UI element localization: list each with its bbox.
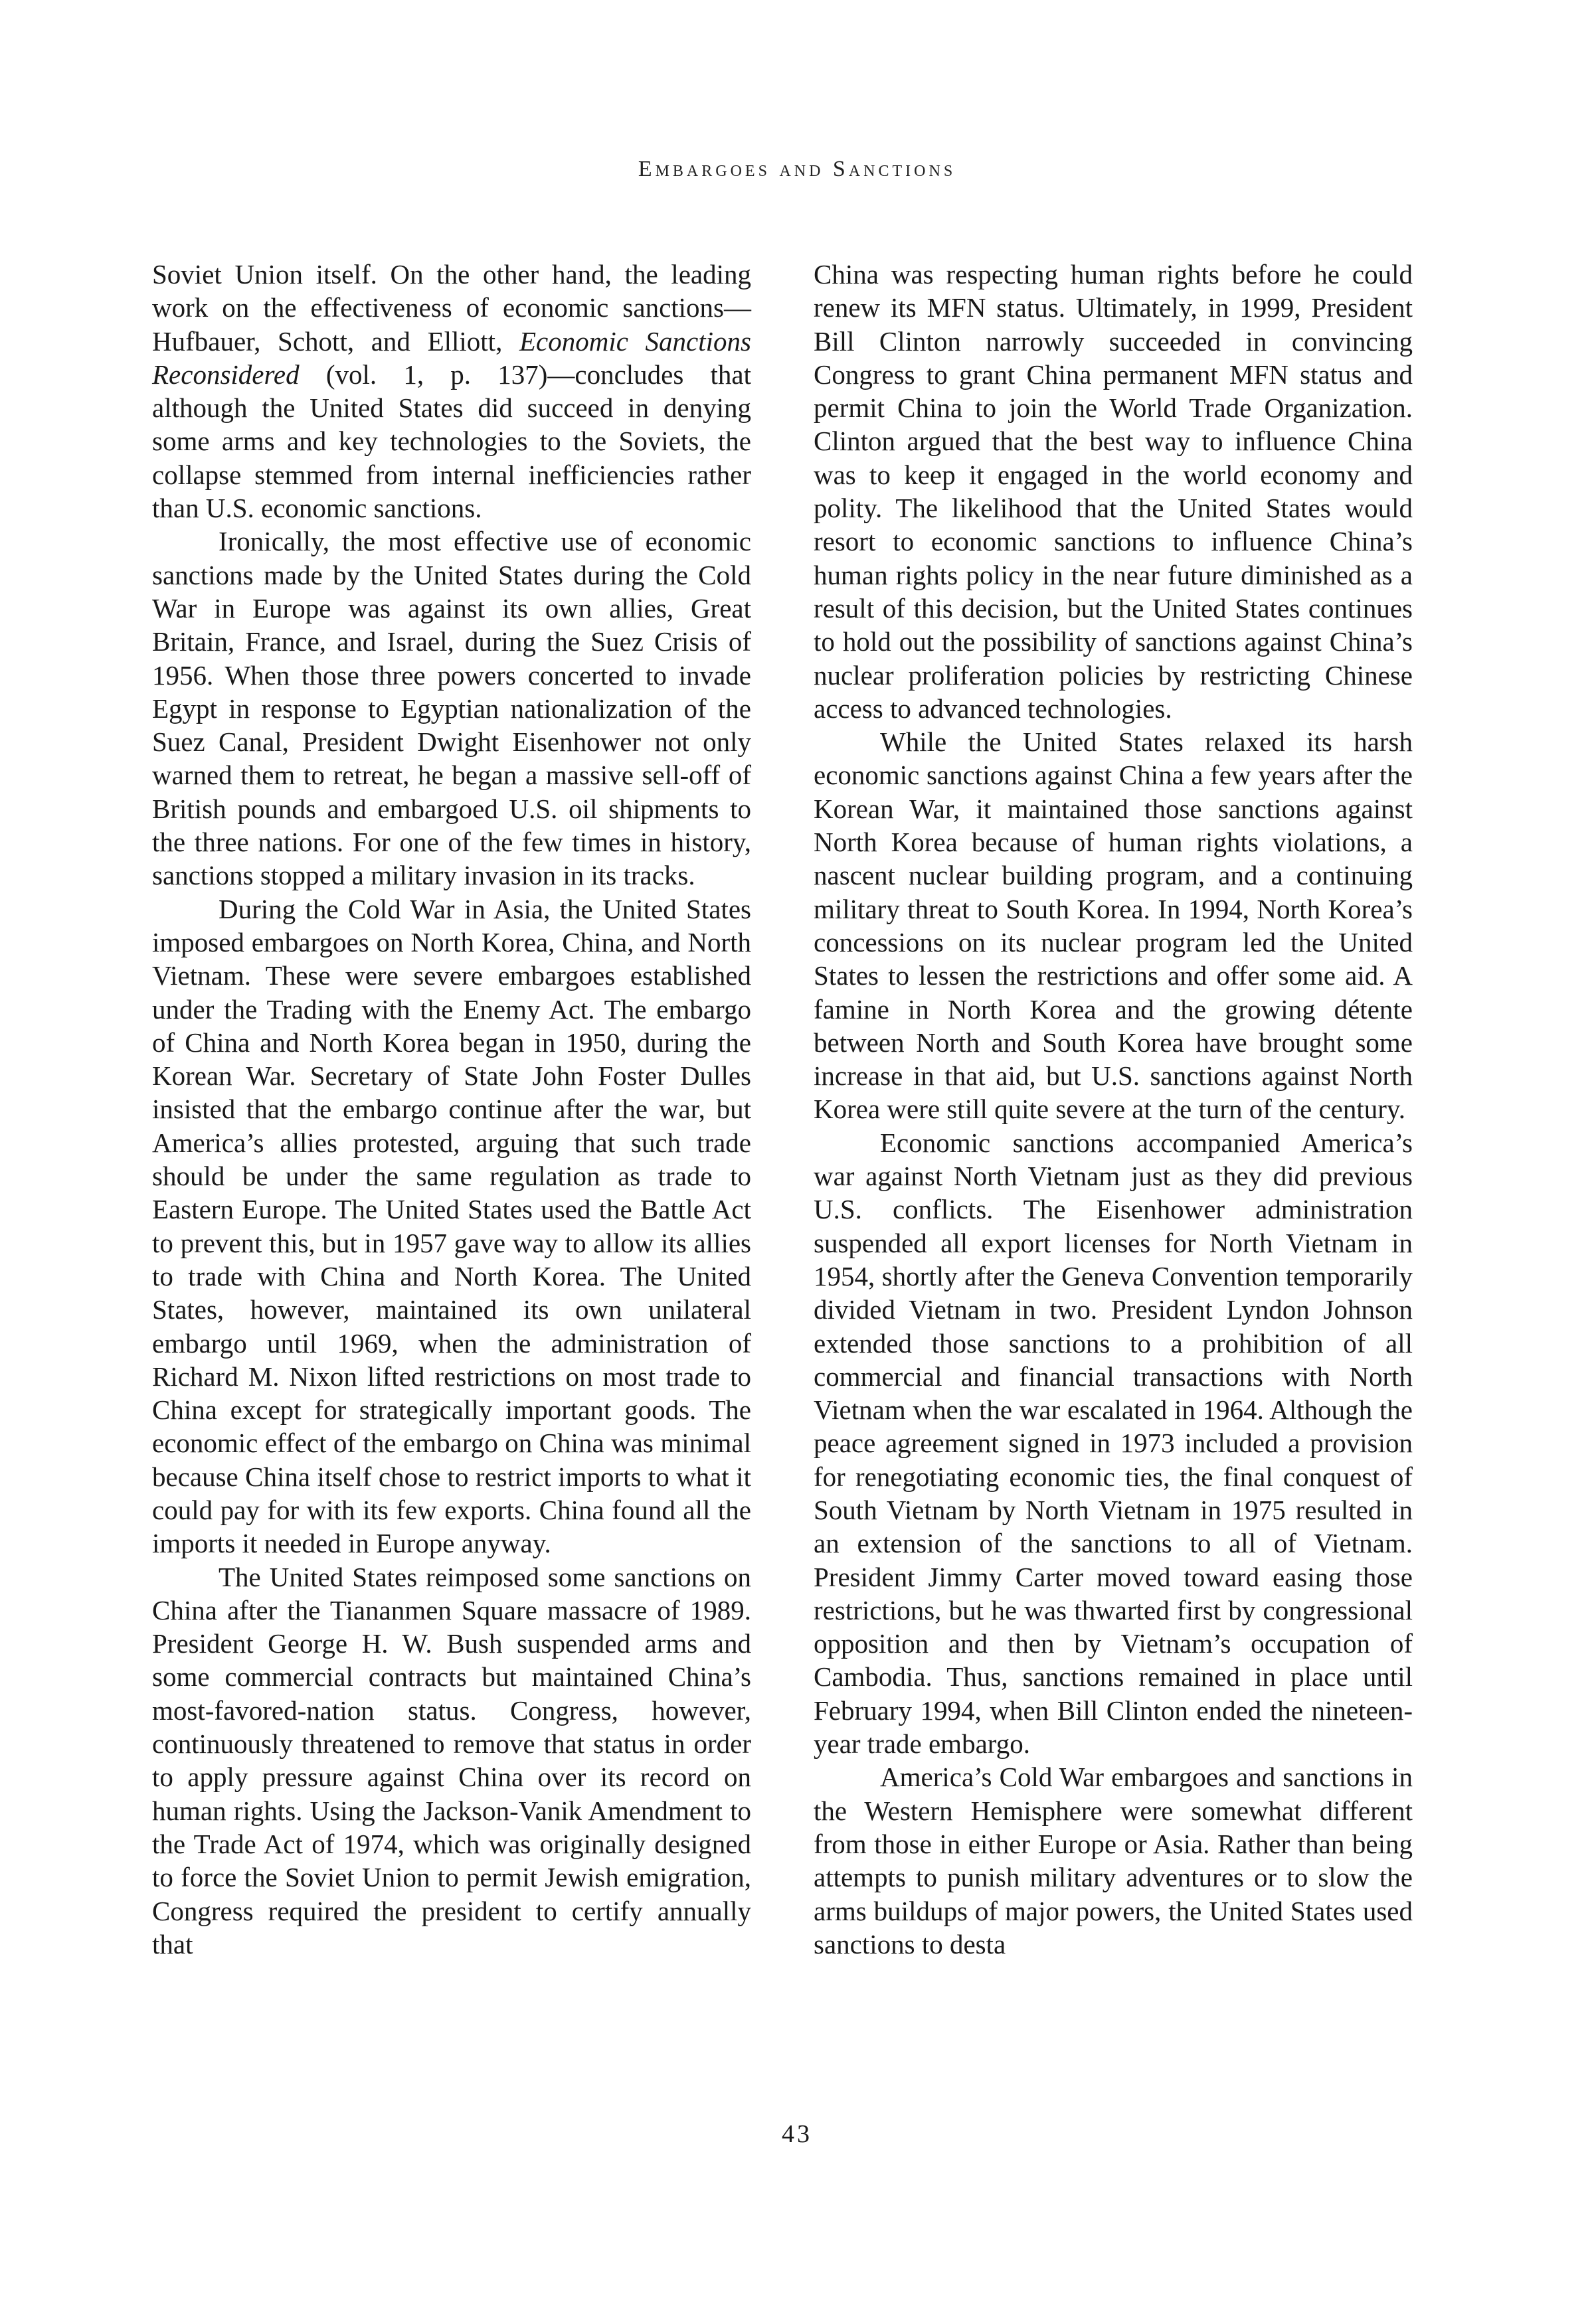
right-column [814, 258, 1413, 1961]
paragraph: Ironically, the most effective use of economic sanctions made by the United States during the Cold War in Europe was against its own allies, Great Britain, France, and Israel, during the Suez Crisis of 1956. When those three powers concerted to invade Egypt in response to Egyptian nationalization of the Suez Canal, President Dwight Eisenhower not only warned them to retreat, he began a massive sell-off of British pounds and embargoed U.S. oil shipments to the three nations. For one of the few times in history, sanctions stopped a military invasion in its tracks. [152, 526, 751, 891]
paragraph: During the Cold War in Asia, the United States imposed embargoes on North Korea, China, and North Vietnam. These were severe embargoes established under the Trading with the Enemy Act. The embargo of China and North Korea began in 1950, during the Korean War. Secretary of State John Foster Dulles insisted that the embargo continue after the war, but America’s allies protested, arguing that such trade should be under the same regulation as trade to Eastern Europe. The United States used the Battle Act to prevent this, but in 1957 gave way to allow its allies to trade with China and North Korea. The United States, however, maintained its own unilateral embargo until 1969, when the administration of Richard M. Nixon lifted restrictions on most trade to China except for strategically important goods. The economic effect of the embargo on China was minimal because China itself chose to restrict imports to what it could pay for with its few exports. China found all the imports it needed in Europe anyway. [152, 893, 751, 1559]
paragraph [152, 258, 751, 525]
running-head: Embargoes and Sanctions [638, 157, 956, 181]
paragraph: China was respecting human rights before he could renew its MFN status. Ultimately, in 1999, President Bill Clinton narrowly succeeded in convincing Congress to grant China permanent MFN status and permit China to join the World Trade Organization. Clinton argued that the best way to influence China was to keep it engaged in the world economy and polity. The likelihood that the United States would resort to economic sanctions to influence China’s human rights policy in the near future diminished as a result of this decision, but the United States continues to hold out the possibility of sanctions against China’s nuclear proliferation policies by restricting Chinese access to advanced technologies. [814, 259, 1413, 724]
book-title: Economic Sanctions Reconsidered [152, 325, 751, 390]
page-number: 43 [782, 2120, 812, 2148]
paragraph: While the United States relaxed its harsh economic sanctions against China a few years after the Korean War, it maintained those sanctions against North Korea because of human rights violations, a nascent nuclear building program, and a continuing military threat to South Korea. In 1994, North Korea’s concessions on its nuclear program led the United States to lessen the restrictions and offer some aid. A famine in North Korea and the growing détente between North and South Korea have brought some increase in that aid, but U.S. sanctions against North Korea were still quite severe at the turn of the century. [814, 726, 1413, 1125]
paragraph-text: Soviet Union itself. On the other hand, the leading work on the effectiveness of economic sanctions—Hufbauer, Schott, and Elliott, [152, 259, 751, 357]
paragraph: America’s Cold War embargoes and sanctions in the Western Hemisphere were somewhat different from those in either Europe or Asia. Rather than being attempts to punish military adventures or to slow the arms buildups of major powers, the United States used sanctions to desta [814, 1762, 1413, 1959]
paragraph-text: (vol. 1, p. 137)—concludes that although the United States did succeed in denying some arms and key technologies to the Soviets, the collapse stemmed from internal inefficiencies rather than U.S. economic sanctions. [152, 359, 751, 524]
left-column [152, 258, 751, 1961]
paragraph: Economic sanctions accompanied America’s war against North Vietnam just as they did previous U.S. conflicts. The Eisenhower administration suspended all export licenses for North Vietnam in 1954, shortly after the Geneva Convention temporarily divided Vietnam in two. President Lyndon Johnson extended those sanctions to a prohibition of all commercial and financial transactions with North Vietnam when the war escalated in 1964. Although the peace agreement signed in 1973 included a provision for renegotiating economic ties, the final conquest of South Vietnam by North Vietnam in 1975 resulted in an extension of the sanctions to all of Vietnam. President Jimmy Carter moved toward easing those restrictions, but he was thwarted first by congressional opposition and then by Vietnam’s occupation of Cambodia. Thus, sanctions remained in place until February 1994, when Bill Clinton ended the nineteen-year trade embargo. [814, 1127, 1413, 1760]
paragraph: The United States reimposed some sanctions on China after the Tiananmen Square massacre of 1989. President George H. W. Bush suspended arms and some commercial contracts but maintained China’s most-favored-nation status. Congress, however, continuously threatened to remove that status in order to apply pressure against China over its record on human rights. Using the Jackson-Vanik Amendment to the Trade Act of 1974, which was originally designed to force the Soviet Union to permit Jewish emigration, Congress required the president to certify annually that [152, 1561, 751, 1959]
